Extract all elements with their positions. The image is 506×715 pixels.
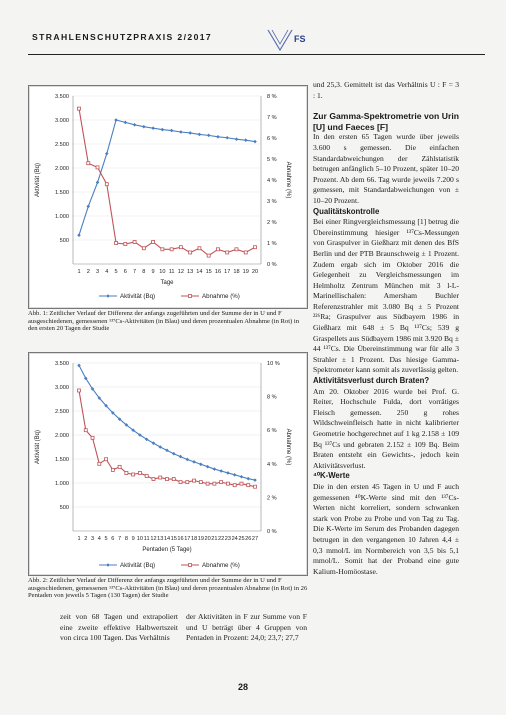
decrease-point — [244, 251, 247, 254]
activity-point — [86, 205, 90, 209]
logo-text: FS — [294, 34, 306, 44]
x-tick-label: 20 — [251, 269, 259, 275]
activity-point — [133, 123, 137, 127]
x-tick-label: 17 — [184, 536, 191, 542]
decrease-point — [159, 476, 162, 479]
y2-tick-label: 0 % — [267, 529, 277, 535]
activity-point — [142, 125, 146, 129]
paragraph-1: In den ersten 65 Tagen wurde über jeweils 3.600 s gemessen. Die einfachen Standardabweichungen der Zählstatistik betrugen anfänglich 5–10 Prozent, später 10–20 Prozent. Ab dem 66. Tag wurde jeweils 7.200 s gemessen, mit Standardabweichungen von ± 10–20 Prozent. — [313, 132, 459, 205]
x-tick-label: 2 — [84, 536, 88, 542]
decrease-point — [125, 471, 128, 474]
activity-point — [96, 181, 100, 185]
decrease-point — [179, 246, 182, 249]
decrease-point — [84, 429, 87, 432]
legend-decrease-label: Abnahme (%) — [202, 293, 240, 300]
subheading-k-values: ⁴⁰K-Werte — [313, 471, 350, 481]
decrease-point — [206, 482, 209, 485]
x-tick-label: 3 — [90, 536, 95, 542]
x-tick-label: 5 — [104, 536, 108, 542]
y-tick-label: 2.500 — [55, 409, 69, 415]
x-tick-label: 20 — [204, 536, 211, 542]
decrease-point — [226, 251, 229, 254]
intro-text: und 25,3. Gemittelt ist das Verhältnis U : F = 3 : 1. — [313, 80, 459, 100]
x-tick-label: 9 — [131, 536, 135, 542]
x-tick-label: 17 — [224, 269, 231, 275]
x-tick-label: 15 — [170, 536, 177, 542]
activity-point — [77, 233, 81, 237]
decrease-point — [115, 242, 118, 245]
decrease-series-line — [79, 109, 255, 256]
activity-point — [244, 138, 248, 142]
x-tick-label: 3 — [95, 269, 100, 275]
subheading-quality-control: Qualitätskontrolle — [313, 206, 380, 216]
decrease-point — [152, 478, 155, 481]
y-tick-label: 3.000 — [55, 385, 69, 391]
x-tick-label: 5 — [114, 269, 118, 275]
activity-point — [192, 460, 196, 464]
right-column — [313, 80, 459, 577]
legend-decrease-marker — [189, 564, 192, 567]
x-tick-label: 8 — [142, 269, 146, 275]
activity-point — [219, 469, 223, 473]
activity-point — [235, 137, 239, 141]
x-tick-label: 7 — [133, 269, 137, 275]
x-tick-label: 11 — [143, 536, 150, 542]
decrease-point — [199, 481, 202, 484]
y2-tick-label: 10 % — [267, 361, 280, 367]
y-tick-label: 2.000 — [55, 166, 69, 172]
decrease-point — [78, 107, 81, 110]
decrease-point — [254, 246, 257, 249]
x-tick-label: 4 — [97, 536, 101, 542]
decrease-point — [161, 248, 164, 251]
activity-point — [253, 140, 257, 144]
activity-point — [188, 131, 192, 135]
decrease-point — [207, 254, 210, 257]
y2-tick-label: 7 % — [267, 115, 277, 121]
activity-point — [151, 126, 155, 130]
decrease-point — [166, 478, 169, 481]
decrease-point — [132, 473, 135, 476]
legend-activity-label: Aktivität (Bq) — [120, 293, 156, 300]
y2-tick-label: 4 % — [267, 461, 277, 468]
y2-tick-label: 6 % — [267, 428, 277, 435]
y-tick-label: 1.000 — [55, 214, 69, 220]
subheading-roasting: Aktivitätsverlust durch Braten? — [313, 376, 430, 386]
activity-series-line — [79, 120, 255, 235]
x-tick-label: 23 — [224, 536, 232, 542]
x-tick-label: 15 — [205, 269, 212, 275]
x-tick-label: 8 — [124, 536, 128, 542]
decrease-point — [179, 481, 182, 484]
x-tick-label: 10 — [159, 269, 166, 275]
x-tick-label: 1 — [77, 269, 81, 275]
figure-2-caption: Abb. 2: Zeitlicher Verlauf der Differenz der anfangs zugeführten und der Summe der in U und F ausgeschiedenen, gemessenen ¹³⁷Cs-Aktivitäten (in Blau) und deren prozentualen Abnahme (in Rot) in 26 Pentaden von jeweils 5 Tagen (130 Tagen) der Studie — [28, 577, 308, 600]
x-tick-label: 18 — [233, 269, 240, 275]
y2-tick-label: 8 % — [267, 394, 277, 401]
decrease-point — [172, 478, 175, 481]
x-tick-label: 26 — [245, 536, 252, 542]
decrease-point — [142, 247, 145, 250]
x-tick-label: 2 — [86, 269, 90, 275]
x-tick-label: 1 — [77, 536, 81, 542]
decrease-point — [78, 389, 81, 392]
decrease-point — [87, 162, 90, 165]
y-tick-label: 500 — [59, 505, 69, 511]
y2-tick-label: 8 % — [267, 94, 277, 100]
x-tick-label: 22 — [218, 536, 225, 542]
journal-title: STRAHLENSCHUTZPRAXIS 2/2017 — [32, 32, 213, 42]
legend-decrease-label: Abnahme (%) — [202, 562, 240, 569]
x-tick-label: 16 — [177, 536, 184, 542]
y-tick-label: 3.000 — [55, 118, 69, 124]
y-tick-label: 1.000 — [55, 481, 69, 487]
x-tick-label: 13 — [187, 269, 194, 275]
x-tick-label: 13 — [157, 536, 164, 542]
y2-axis-label: Abnahme (%) — [285, 161, 291, 199]
decrease-point — [193, 479, 196, 482]
page-number: 28 — [238, 682, 249, 692]
activity-point — [233, 473, 237, 477]
decrease-point — [226, 482, 229, 485]
y-tick-label: 2.500 — [55, 142, 69, 148]
x-tick-label: 7 — [118, 536, 122, 542]
x-tick-label: 14 — [163, 536, 171, 542]
y-tick-label: 1.500 — [55, 190, 69, 196]
activity-point — [186, 458, 190, 462]
paragraph-4: Die in den ersten 45 Tagen in U und F auch gemessenen ⁴⁰K-Werte sind mit den ¹³⁷Cs-Werten nicht korreliert, sondern schwanken stark von Probe zu Probe und von Tag zu Tag. Die K-Werte im Serum des Probanden dagegen betrugen in den vergangenen 10 Jahren 4,4 ± 0,3 mmol/L im Normbereich von 3,5 bis 5,1 mmol/L. Somit hat der Proband eine gute Kalium-Homöostase. — [313, 481, 459, 576]
x-tick-label: 12 — [177, 269, 185, 275]
legend-activity-marker — [106, 294, 110, 298]
decrease-point — [254, 485, 257, 488]
decrease-point — [98, 462, 101, 465]
activity-point — [216, 135, 220, 139]
page-header — [28, 28, 488, 50]
y2-tick-label: 3 % — [267, 199, 277, 205]
x-tick-label: 16 — [214, 269, 222, 275]
decrease-point — [220, 481, 223, 484]
y2-tick-label: 2 % — [267, 220, 277, 226]
decrease-point — [152, 240, 155, 243]
activity-point — [253, 478, 257, 482]
x-tick-label: 27 — [251, 536, 259, 542]
activity-point — [114, 118, 118, 122]
x-tick-label: 18 — [190, 536, 198, 542]
decrease-point — [198, 247, 201, 250]
x-tick-label: 19 — [197, 536, 204, 542]
x-axis-label: Pentaden (5 Tage) — [142, 547, 192, 553]
decrease-point — [186, 481, 189, 484]
decrease-point — [133, 240, 136, 243]
decrease-point — [189, 251, 192, 254]
decrease-point — [235, 248, 238, 251]
activity-point — [161, 128, 165, 132]
activity-point — [206, 465, 210, 469]
x-tick-label: 9 — [151, 269, 155, 275]
decrease-point — [96, 166, 99, 169]
figure-1 — [28, 85, 308, 309]
y-tick-label: 3.500 — [55, 361, 69, 367]
chart-2 — [29, 353, 307, 575]
decrease-point — [170, 248, 173, 251]
x-tick-label: 6 — [123, 269, 127, 275]
activity-series-line — [79, 365, 255, 480]
y-axis-label: Aktivität (Bq) — [35, 162, 41, 198]
fs-logo — [264, 28, 312, 54]
x-tick-label: 25 — [238, 536, 245, 542]
y2-tick-label: 1 % — [267, 241, 277, 247]
x-tick-label: 10 — [136, 536, 144, 542]
y-tick-label: 2.000 — [55, 433, 69, 439]
paragraph-3: Am 20. Oktober 2016 wurde bei Prof. G. Reiter, Hochschule Fulda, dort vorrätiges Fleisch gemessen. 250 g rohes Wildschweinfleisch hatte in nicht kalibrierter Geometrie hochgerechnet auf 1 kg 2.158 ± 109 Bq ¹³⁷Cs und gebraten 2.152 ± 109 Bq. Beim Braten entsteht ein Gewichts-, jedoch kein Aktivitätsverlust. — [313, 386, 459, 470]
activity-point — [179, 130, 183, 134]
x-tick-label: 4 — [105, 269, 109, 275]
y2-tick-label: 5 % — [267, 157, 277, 163]
x-axis-label: Tage — [160, 280, 174, 286]
figure-2 — [28, 352, 308, 576]
decrease-point — [216, 248, 219, 251]
paragraph-2: Bei einer Ringvergleichsmessung [1] betrug die Übereinstimmung hiesiger ¹³⁷Cs-Messungen von Graspulver in Gießharz mit denen des BfS Berlin und der PTB Braunschweig ± 1 Prozent. Zudem ergab sich im Oktober 2016 die Gelegenheit zu Vergleichsmessungen im Helmholtz Zentrum München mit 3 l-L-Marinellischalen: Amersham Buchler Referenzstrahler mit 3.080 Bq ± 5 Prozent ²²⁶Ra; Graspulver aus Südbayern 1986 in Gießharz mit 648 ± 5 Bq ¹³⁷Cs; 539 g Graspellets aus Südbayern 1986 mit 3.920 Bq ± 44 ¹³⁷Cs. Die Übereinstimmung war für alle 3 Strahler ± 1 Prozent. Das hiesige Gamma-Spektrometer kann somit als zuverlässig gelten. — [313, 217, 459, 375]
y-axis-label: Aktivität (Bq) — [35, 429, 41, 465]
decrease-point — [233, 484, 236, 487]
activity-point — [246, 477, 250, 481]
activity-point — [213, 467, 217, 471]
activity-point — [199, 462, 203, 466]
decrease-point — [240, 482, 243, 485]
decrease-point — [213, 482, 216, 485]
y-tick-label: 1.500 — [55, 457, 69, 463]
decrease-point — [111, 468, 114, 471]
activity-point — [226, 471, 230, 475]
activity-point — [170, 129, 174, 133]
x-tick-label: 21 — [211, 536, 218, 542]
y2-tick-label: 2 % — [267, 495, 277, 502]
x-tick-label: 11 — [168, 269, 175, 275]
activity-point — [124, 121, 128, 125]
decrease-point — [124, 243, 127, 246]
activity-point — [198, 133, 202, 137]
activity-point — [105, 152, 109, 156]
y2-tick-label: 4 % — [267, 178, 277, 184]
header-rule — [28, 54, 485, 55]
decrease-point — [247, 484, 250, 487]
chart-1 — [29, 86, 307, 308]
y-tick-label: 3.500 — [55, 94, 69, 100]
activity-point — [207, 134, 211, 138]
decrease-point — [105, 458, 108, 461]
x-tick-label: 14 — [196, 269, 203, 275]
legend-activity-label: Aktivität (Bq) — [120, 562, 156, 569]
section-heading: Zur Gamma-Spektrometrie von Urin [U] und Faeces [F] — [313, 111, 459, 132]
decrease-point — [105, 183, 108, 186]
x-tick-label: 19 — [242, 269, 249, 275]
y-tick-label: 500 — [59, 238, 69, 244]
y2-axis-label: Abnahme (%) — [285, 428, 291, 466]
activity-point — [179, 455, 183, 459]
decrease-point — [138, 471, 141, 474]
y2-tick-label: 6 % — [267, 136, 277, 142]
activity-point — [240, 475, 244, 479]
figure-1-caption: Abb. 1: Zeitlicher Verlauf der Differenz der anfangs zugeführten und der Summe der in U und F ausgeschiedenen, gemessenen ¹³⁷Cs-Aktivitäten (in Blau) und deren prozentualen Abnahme (in Rot) in den ersten 20 Tagen der Studie — [28, 310, 300, 333]
activity-point — [165, 449, 169, 453]
bottom-middle-text: der Aktivitäten in F zur Summe von F und U beträgt über 4 Gruppen von Pentaden in Prozent: 24,0; 23,7; 27,7 — [186, 612, 307, 643]
decrease-point — [118, 465, 121, 468]
bottom-left-text: zeit von 68 Tagen und extrapoliert eine zweite effektive Halbwertszeit von circa 100 Tagen. Das Verhältnis — [60, 612, 178, 643]
activity-point — [225, 136, 229, 140]
decrease-point — [91, 436, 94, 439]
activity-point — [172, 452, 176, 456]
x-tick-label: 6 — [111, 536, 115, 542]
legend-decrease-marker — [189, 295, 192, 298]
x-tick-label: 12 — [150, 536, 157, 542]
decrease-point — [145, 475, 148, 478]
legend-activity-marker — [106, 563, 110, 567]
y2-tick-label: 0 % — [267, 262, 277, 268]
x-tick-label: 24 — [231, 536, 238, 542]
